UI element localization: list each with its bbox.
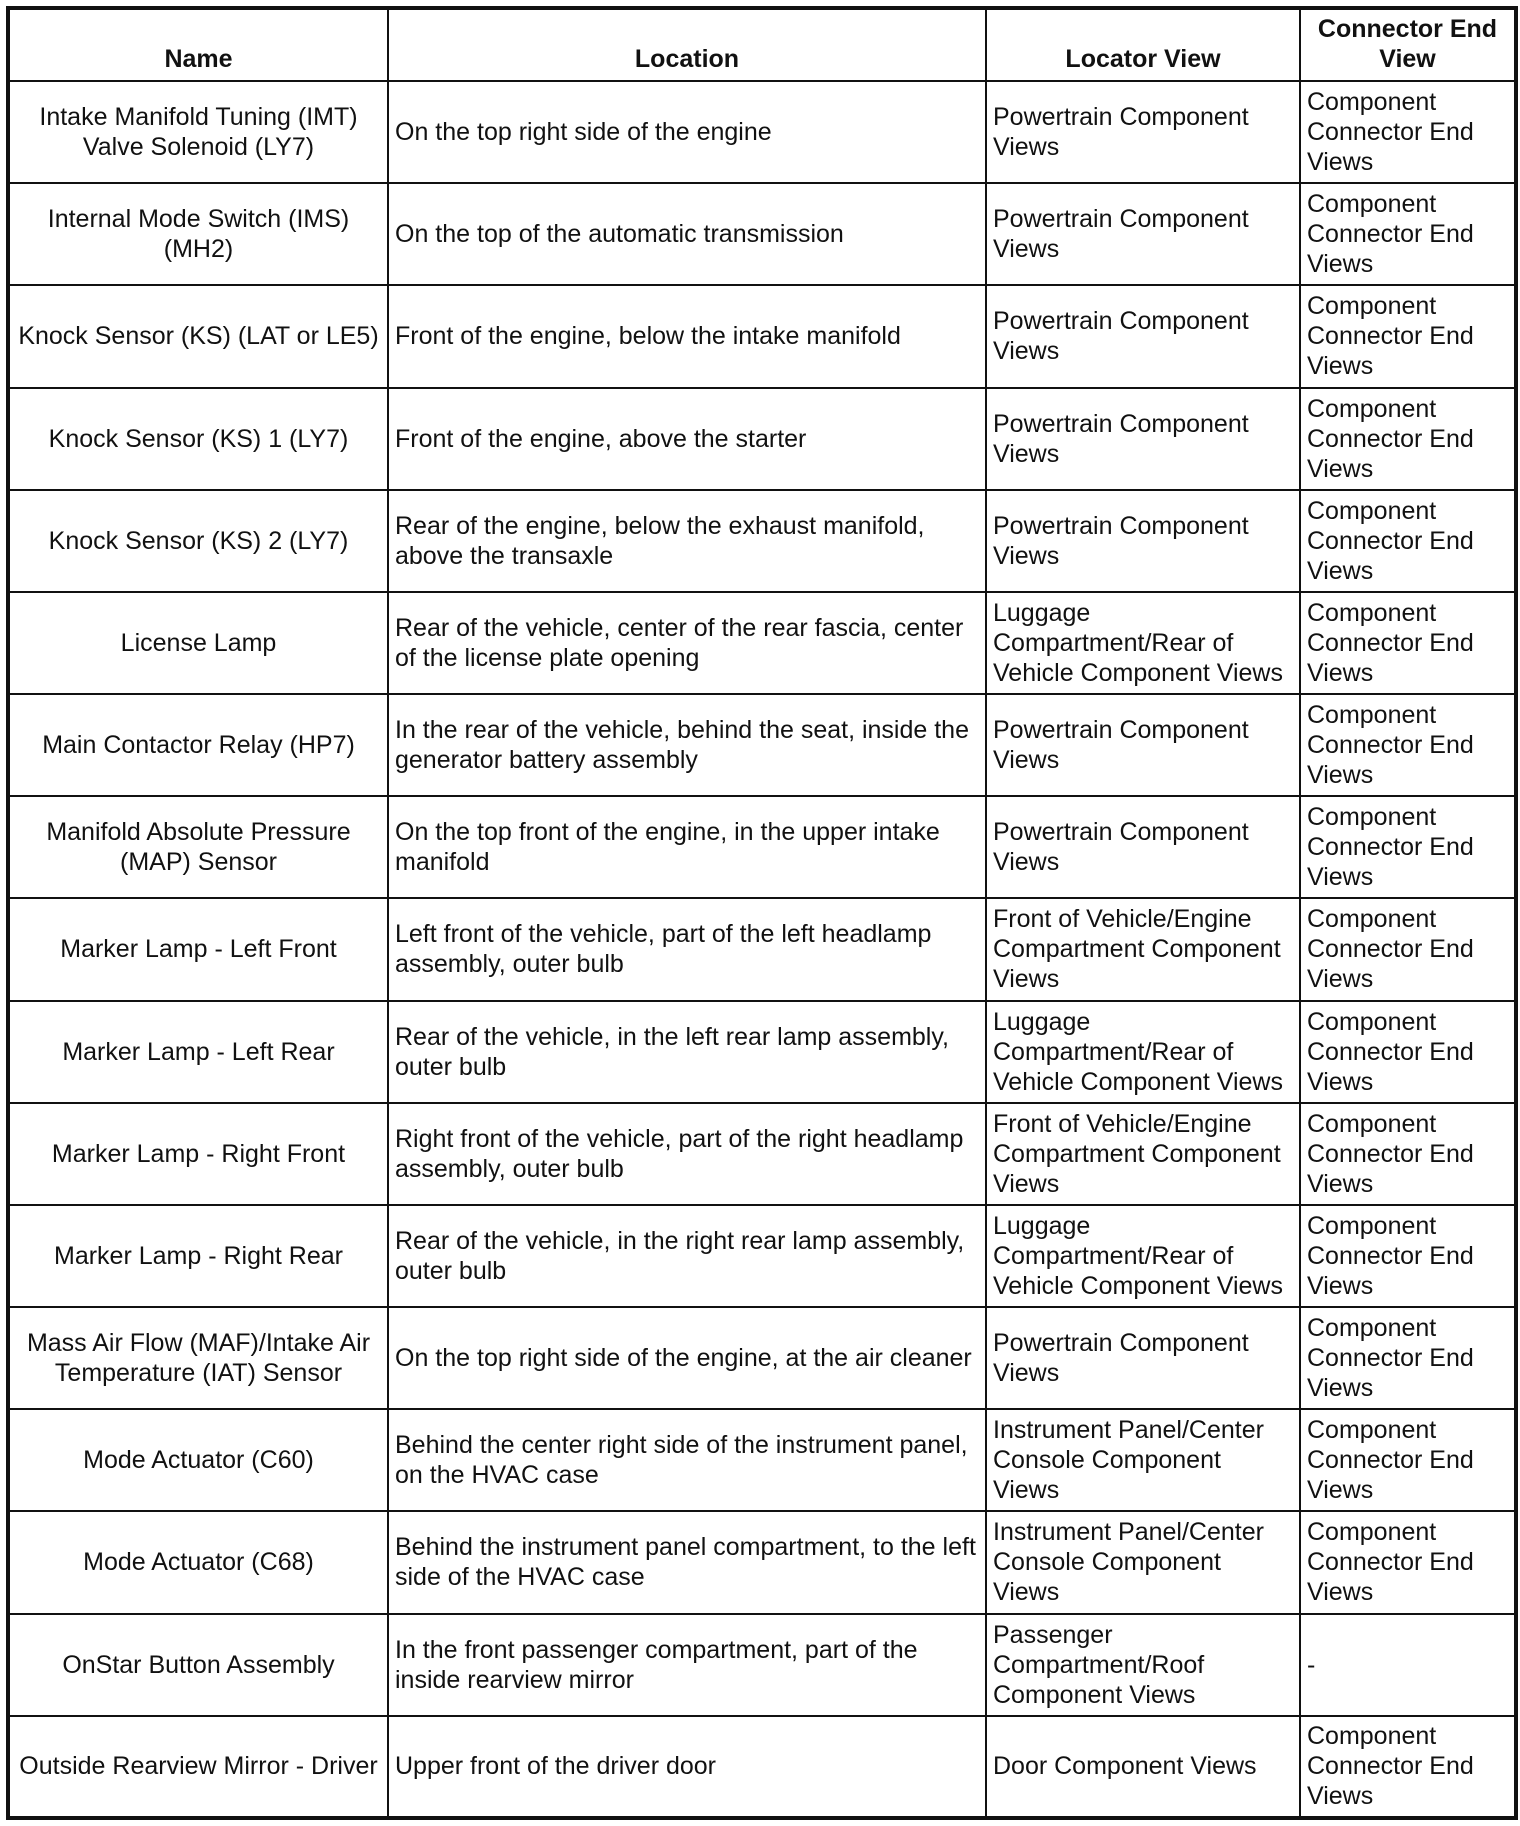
cell-locator-view: Powertrain Component Views <box>986 796 1300 898</box>
header-location: Location <box>388 8 986 81</box>
cell-locator-view: Front of Vehicle/Engine Compartment Component Views <box>986 898 1300 1000</box>
cell-locator-view: Passenger Compartment/Roof Component Views <box>986 1614 1300 1716</box>
table-row <box>8 1716 1516 1818</box>
table-row <box>8 388 1516 490</box>
cell-location: Rear of the vehicle, center of the rear fascia, center of the license plate opening <box>388 592 986 694</box>
cell-location: Front of the engine, below the intake manifold <box>388 285 986 387</box>
cell-connector-end-view: Component Connector End Views <box>1300 183 1516 285</box>
table-row <box>8 1307 1516 1409</box>
cell-locator-view: Powertrain Component Views <box>986 694 1300 796</box>
cell-name: Knock Sensor (KS) (LAT or LE5) <box>8 285 388 387</box>
cell-location: On the top right side of the engine <box>388 81 986 183</box>
table-row <box>8 1511 1516 1613</box>
cell-connector-end-view: Component Connector End Views <box>1300 592 1516 694</box>
cell-location: On the top of the automatic transmission <box>388 183 986 285</box>
table-row <box>8 796 1516 898</box>
cell-name: Manifold Absolute Pressure (MAP) Sensor <box>8 796 388 898</box>
cell-location: On the top right side of the engine, at the air cleaner <box>388 1307 986 1409</box>
cell-name: Knock Sensor (KS) 2 (LY7) <box>8 490 388 592</box>
cell-locator-view: Luggage Compartment/Rear of Vehicle Component Views <box>986 1205 1300 1307</box>
cell-location: In the rear of the vehicle, behind the seat, inside the generator battery assembly <box>388 694 986 796</box>
cell-name: Outside Rearview Mirror - Driver <box>8 1716 388 1818</box>
cell-connector-end-view: Component Connector End Views <box>1300 81 1516 183</box>
cell-name: Marker Lamp - Right Front <box>8 1103 388 1205</box>
cell-locator-view: Instrument Panel/Center Console Component Views <box>986 1511 1300 1613</box>
cell-location: Rear of the vehicle, in the left rear lamp assembly, outer bulb <box>388 1001 986 1103</box>
cell-locator-view: Front of Vehicle/Engine Compartment Component Views <box>986 1103 1300 1205</box>
cell-name: Mass Air Flow (MAF)/Intake Air Temperature (IAT) Sensor <box>8 1307 388 1409</box>
cell-location: On the top front of the engine, in the upper intake manifold <box>388 796 986 898</box>
cell-locator-view: Powertrain Component Views <box>986 1307 1300 1409</box>
component-locator-sheet <box>6 6 1514 1820</box>
cell-name: Internal Mode Switch (IMS) (MH2) <box>8 183 388 285</box>
cell-name: Marker Lamp - Right Rear <box>8 1205 388 1307</box>
table-row <box>8 694 1516 796</box>
cell-connector-end-view: Component Connector End Views <box>1300 1716 1516 1818</box>
cell-name: OnStar Button Assembly <box>8 1614 388 1716</box>
cell-locator-view: Powertrain Component Views <box>986 183 1300 285</box>
cell-location: Upper front of the driver door <box>388 1716 986 1818</box>
cell-name: Marker Lamp - Left Rear <box>8 1001 388 1103</box>
cell-locator-view: Powertrain Component Views <box>986 388 1300 490</box>
table-row <box>8 183 1516 285</box>
cell-connector-end-view: Component Connector End Views <box>1300 490 1516 592</box>
cell-connector-end-view: Component Connector End Views <box>1300 898 1516 1000</box>
cell-connector-end-view: Component Connector End Views <box>1300 1511 1516 1613</box>
table-row <box>8 490 1516 592</box>
cell-location: Rear of the engine, below the exhaust manifold, above the transaxle <box>388 490 986 592</box>
header-connector-end-view: Connector End View <box>1300 8 1516 81</box>
table-row <box>8 1001 1516 1103</box>
cell-locator-view: Luggage Compartment/Rear of Vehicle Component Views <box>986 1001 1300 1103</box>
table-header-row <box>8 8 1516 81</box>
component-locator-table <box>6 6 1518 1820</box>
cell-connector-end-view: Component Connector End Views <box>1300 1409 1516 1511</box>
cell-location: Rear of the vehicle, in the right rear lamp assembly, outer bulb <box>388 1205 986 1307</box>
cell-location: Left front of the vehicle, part of the left headlamp assembly, outer bulb <box>388 898 986 1000</box>
table-row <box>8 1103 1516 1205</box>
cell-connector-end-view: - <box>1300 1614 1516 1716</box>
table-row <box>8 1409 1516 1511</box>
cell-connector-end-view: Component Connector End Views <box>1300 1103 1516 1205</box>
cell-name: Intake Manifold Tuning (IMT) Valve Solenoid (LY7) <box>8 81 388 183</box>
cell-locator-view: Instrument Panel/Center Console Component Views <box>986 1409 1300 1511</box>
cell-location: Front of the engine, above the starter <box>388 388 986 490</box>
cell-locator-view: Door Component Views <box>986 1716 1300 1818</box>
table-row <box>8 592 1516 694</box>
cell-locator-view: Powertrain Component Views <box>986 490 1300 592</box>
cell-location: In the front passenger compartment, part of the inside rearview mirror <box>388 1614 986 1716</box>
cell-name: Knock Sensor (KS) 1 (LY7) <box>8 388 388 490</box>
cell-connector-end-view: Component Connector End Views <box>1300 1205 1516 1307</box>
header-name: Name <box>8 8 388 81</box>
cell-connector-end-view: Component Connector End Views <box>1300 1001 1516 1103</box>
table-row <box>8 898 1516 1000</box>
cell-connector-end-view: Component Connector End Views <box>1300 388 1516 490</box>
cell-location: Right front of the vehicle, part of the right headlamp assembly, outer bulb <box>388 1103 986 1205</box>
cell-name: License Lamp <box>8 592 388 694</box>
cell-locator-view: Luggage Compartment/Rear of Vehicle Component Views <box>986 592 1300 694</box>
cell-locator-view: Powertrain Component Views <box>986 81 1300 183</box>
cell-connector-end-view: Component Connector End Views <box>1300 796 1516 898</box>
cell-location: Behind the instrument panel compartment, to the left side of the HVAC case <box>388 1511 986 1613</box>
cell-location: Behind the center right side of the instrument panel, on the HVAC case <box>388 1409 986 1511</box>
cell-name: Main Contactor Relay (HP7) <box>8 694 388 796</box>
cell-name: Marker Lamp - Left Front <box>8 898 388 1000</box>
cell-connector-end-view: Component Connector End Views <box>1300 1307 1516 1409</box>
table-body <box>8 81 1516 1818</box>
cell-connector-end-view: Component Connector End Views <box>1300 285 1516 387</box>
header-locator-view: Locator View <box>986 8 1300 81</box>
cell-name: Mode Actuator (C60) <box>8 1409 388 1511</box>
table-row <box>8 81 1516 183</box>
cell-connector-end-view: Component Connector End Views <box>1300 694 1516 796</box>
table-row <box>8 1614 1516 1716</box>
table-row <box>8 1205 1516 1307</box>
cell-locator-view: Powertrain Component Views <box>986 285 1300 387</box>
cell-name: Mode Actuator (C68) <box>8 1511 388 1613</box>
table-row <box>8 285 1516 387</box>
